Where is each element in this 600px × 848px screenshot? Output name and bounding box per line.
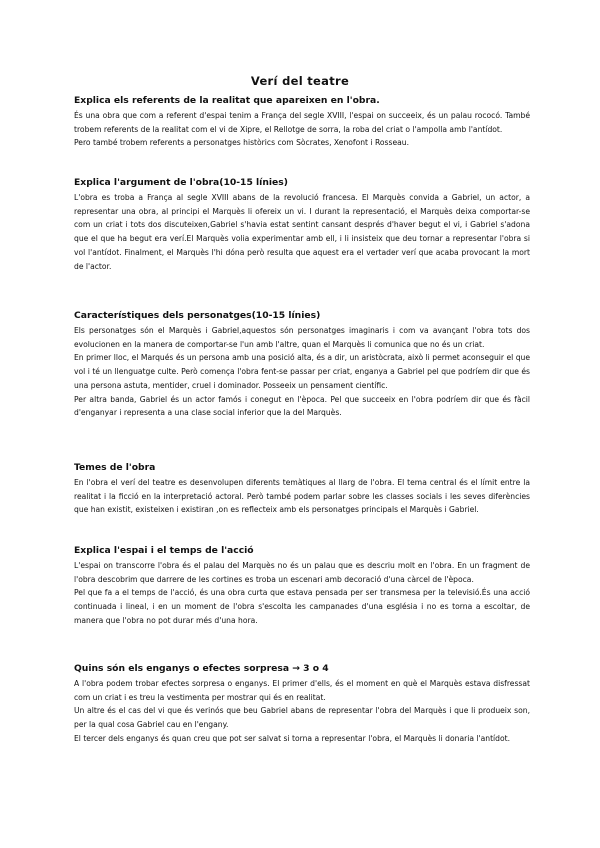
section-heading: Característiques dels personatges(10-15 línies) bbox=[74, 310, 321, 321]
section-temes bbox=[74, 461, 530, 517]
section-enganys bbox=[74, 662, 530, 746]
section-heading: Explica els referents de la realitat que apareixen en l'obra. bbox=[74, 95, 380, 106]
paragraph: En l'obra el verí del teatre es desenvolupen diferents temàtiques al llarg de l'obra. El tema central és el límit entre la realitat i la ficció en la interpretació actoral. Però també podem parlar sobre les classes socials i les seves diferències que han existit, existeixen i existiran ,on es reflecteix amb els personatges principals el Marquès i Gabriel. bbox=[74, 478, 530, 515]
document-title: Verí del teatre bbox=[250, 74, 350, 88]
paragraph: Un altre és el cas del vi que és verinós que beu Gabriel abans de representar l'obra del Marquès i que li produeix son, per la qual cosa Gabriel cau en l'engany. bbox=[74, 706, 530, 730]
paragraph: Pel que fa a el temps de l'acció, és una obra curta que estava pensada per ser transmesa per la televisió.És una acció continuada i lineal, i en un moment de l'obra s'escolta les campanades d'una església i no es torna a escoltar, de manera que l'obra no pot durar més d'una hora. bbox=[74, 588, 530, 625]
section-personatges bbox=[74, 309, 530, 420]
paragraph: A l'obra podem trobar efectes sorpresa o enganys. El primer d'ells, és el moment en què el Marquès estava disfressat com un criat i es treu la vestimenta per mostrar qui és en realitat. bbox=[74, 679, 530, 702]
paragraph: Pero també trobem referents a personatges històrics com Sòcrates, Xenofont i Rosseau. bbox=[74, 138, 410, 148]
paragraph: El tercer dels enganys és quan creu que pot ser salvat si torna a representar l'obra, el Marquès li donaria l'antídot. bbox=[74, 733, 511, 743]
section-referents bbox=[74, 94, 530, 150]
section-espai-temps bbox=[74, 544, 530, 628]
paragraph: L'obra es troba a França al segle XVIII abans de la revolució francesa. El Marquès convida a Gabriel, un actor, a representar una obra, al principi el Marquès li ofereix un vi. I durant la representació, el Marquès deixa comportar-se com un criat i tots dos discuteixen,Gabriel s'havia estat sentint cansant després d'haver begut el vi, i Gabriel s'adona que el que ha begut era verí.El Marquès volia experimentar amb ell, i li insisteix que deu tornar a representar l'obra si vol l'antídot. Finalment, el Marquès l'hi dóna però resulta que aquest era el vertader verí que acaba provocant la mort de l'actor. bbox=[74, 193, 530, 271]
paragraph: Per altra banda, Gabriel és un actor famós i conegut en l'època. Pel que succeeix en l'obra podríem dir que és fàcil d'enganyar i representa a una clase social inferior que la del Marquès. bbox=[74, 394, 530, 418]
paragraph: L'espai on transcorre l'obra és el palau del Marquès no és un palau que es descriu molt en l'obra. En un fragment de l'obra descobrim que darrere de les cortines es troba un escenari amb decoració d'una càrcel de l'època. bbox=[74, 561, 530, 584]
section-argument bbox=[74, 176, 530, 273]
paragraph: Els personatges són el Marquès i Gabriel,aquestos són personatges imaginaris i com va avançant l'obra tots dos evolucionen en la manera de comportar-se l'un amb l'altre, quan el Marquès li comunica que no és un criat. bbox=[74, 326, 530, 349]
section-heading: Temes de l'obra bbox=[74, 462, 156, 473]
paragraph: En primer lloc, el Marqués és un persona amb una posició alta, és a dir, un aristòcrata, això li permet aconseguir el que vol i té un llenguatge culte. Però comença l'obra fent-se passar per criat, enganya a Gabriel pel que podríem dir que és una persona astuta, mentider, cruel i dominador. Posseeix un pensament científic. bbox=[74, 353, 530, 390]
paragraph: És una obra que com a referent d'espai tenim a França del segle XVIII, l'espai on succeeix, és un palau rococó. També trobem referents de la realitat com el vi de Xipre, el Rellotge de sorra, la roba del criat o l'ampolla amb l'antídot. bbox=[74, 111, 530, 134]
section-heading: Explica l'espai i el temps de l'acció bbox=[74, 545, 254, 556]
section-heading: Explica l'argument de l'obra(10-15 línies) bbox=[74, 177, 288, 188]
section-heading: Quins són els enganys o efectes sorpresa → 3 o 4 bbox=[74, 663, 329, 674]
